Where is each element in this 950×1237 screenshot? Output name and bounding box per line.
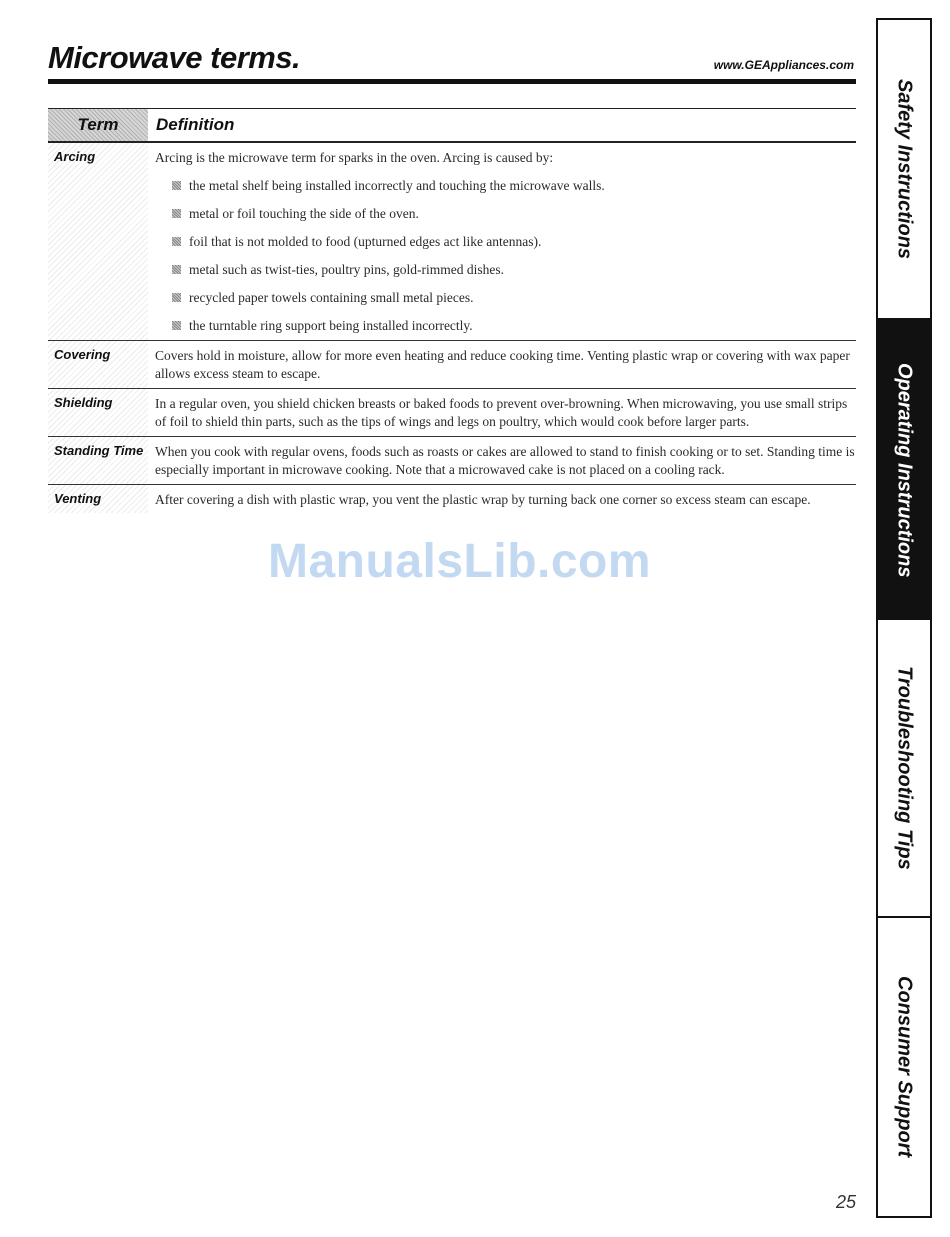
definition-text: When you cook with regular ovens, foods such as roasts or cakes are allowed to stand to finish cooking or to set. Standing time is especially important in microwave cooking. Note that a microwaved cake is not placed on a cooling rack.: [155, 443, 855, 477]
tab-label: Consumer Support: [893, 976, 916, 1158]
square-bullet-icon: [172, 321, 181, 330]
tab-consumer-support[interactable]: [878, 918, 930, 1216]
table-row-venting: [48, 485, 856, 514]
watermark: ManualsLib.com: [268, 535, 652, 588]
square-bullet-icon: [172, 237, 181, 246]
square-bullet-icon: [172, 293, 181, 302]
page-number: 25: [835, 1192, 856, 1212]
definition-text: After covering a dish with plastic wrap, you vent the plastic wrap by turning back one corner so excess steam can escape.: [155, 491, 811, 507]
definition-column-header: [156, 109, 234, 141]
list-item: [155, 261, 856, 280]
terms-table: [48, 108, 856, 513]
list-item-text: foil that is not molded to food (upturned edges act like antennas).: [189, 234, 542, 249]
title-rule: [48, 79, 856, 84]
list-item: [155, 177, 856, 196]
square-bullet-icon: [172, 181, 181, 190]
table-row-arcing: [48, 143, 856, 341]
list-item-text: recycled paper towels containing small metal pieces.: [189, 290, 474, 305]
tab-troubleshooting-tips[interactable]: [878, 620, 930, 916]
square-bullet-icon: [172, 209, 181, 218]
list-item: [155, 289, 856, 308]
definition-intro: Arcing is the microwave term for sparks in the oven. Arcing is caused by:: [155, 150, 554, 165]
list-item: [155, 317, 856, 336]
definition-header-label: Definition: [156, 115, 235, 134]
term-label: Standing Time: [54, 442, 144, 458]
term-cell-shading: [48, 143, 148, 340]
tab-safety-instructions[interactable]: [878, 20, 930, 318]
tab-label: Operating Instructions: [893, 362, 916, 578]
term-label: Covering: [54, 346, 111, 362]
term-header-label: Term: [77, 115, 119, 134]
definition-text: Covers hold in moisture, allow for more even heating and reduce cooking time. Venting plastic wrap or covering with wax paper allows excess steam to escape.: [155, 347, 850, 381]
section-tabs: [876, 18, 932, 1218]
tab-label: Troubleshooting Tips: [893, 666, 916, 870]
list-item-text: the turntable ring support being installed incorrectly.: [189, 318, 473, 333]
list-item-text: the metal shelf being installed incorrectly and touching the microwave walls.: [189, 178, 605, 193]
website-url[interactable]: www.GEAppliances.com: [713, 58, 854, 72]
definition-text: In a regular oven, you shield chicken breasts or baked foods to prevent over-browning. When microwaving, you use small strips of foil to shield thin parts, such as the tips of wings and legs on poultry, which would cook before larger parts.: [155, 395, 848, 429]
term-label: Shielding: [54, 394, 113, 410]
page-title: Microwave terms.: [48, 40, 301, 75]
table-row-standing-time: [48, 437, 856, 485]
term-label: Venting: [54, 490, 102, 506]
definition-text: [155, 149, 856, 336]
square-bullet-icon: [172, 265, 181, 274]
list-item-text: metal such as twist-ties, poultry pins, gold-rimmed dishes.: [189, 262, 504, 277]
arcing-causes-list: [155, 177, 856, 336]
term-column-header: [48, 109, 148, 141]
tab-operating-instructions[interactable]: [878, 320, 930, 620]
table-header: [48, 108, 856, 143]
term-label: Arcing: [54, 149, 96, 164]
list-item: [155, 233, 856, 252]
table-row-covering: [48, 341, 856, 389]
table-row-shielding: [48, 389, 856, 437]
tab-label: Safety Instructions: [893, 78, 916, 260]
list-item-text: metal or foil touching the side of the oven.: [189, 206, 419, 221]
list-item: [155, 205, 856, 224]
